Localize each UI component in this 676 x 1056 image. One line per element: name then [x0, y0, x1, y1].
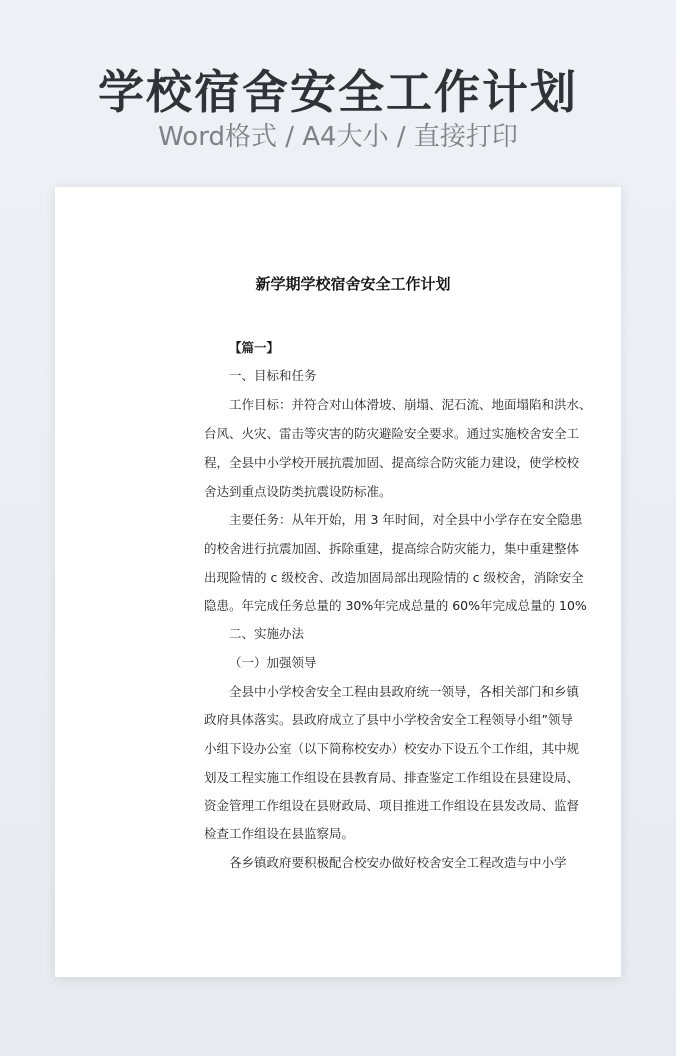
paragraph-line: 政府具体落实。县政府成立了县中小学校舍安全工程领导小组”领导: [204, 712, 573, 727]
banner-subtitle: Word格式 / A4大小 / 直接打印: [158, 122, 518, 152]
heading-methods: 二、实施办法: [229, 626, 305, 641]
banner-title: 学校宿舍安全工作计划: [98, 65, 578, 119]
paragraph-line: 出现险情的 c 级校舍、改造加固局部出现险情的 c 级校舍，消除安全: [204, 570, 584, 585]
paragraph-line: 的校舍进行抗震加固、拆除重建，提高综合防灾能力，集中重建整体: [204, 541, 580, 556]
subheading-leadership: （一）加强领导: [229, 655, 317, 670]
paragraph-line: 台风、火灾、雷击等灾害的防灾避险安全要求。通过实施校舍安全工: [204, 426, 580, 441]
paragraph-line: 舍达到重点设防类抗震设防标准。: [204, 484, 392, 499]
paragraph-line: 小组下设办公室（以下简称校安办）校安办下设五个工作组，其中规: [204, 741, 580, 756]
document-page: [55, 187, 621, 977]
paragraph-line: 主要任务：从年开始，用 3 年时间，对全县中小学存在安全隐患: [229, 512, 583, 527]
paragraph-line: 工作目标：并符合对山体滑坡、崩塌、泥石流、地面塌陷和洪水、: [229, 397, 592, 412]
paragraph-line: 程，全县中小学校开展抗震加固、提高综合防灾能力建设，使学校校: [204, 455, 580, 470]
section-label: 【篇一】: [229, 340, 280, 355]
paragraph-line: 划及工程实施工作组设在县教育局、排查鉴定工作组设在县建设局、: [204, 770, 580, 785]
heading-goals: 一、目标和任务: [229, 368, 317, 383]
paragraph-line: 各乡镇政府要积极配合校安办做好校舍安全工程改造与中小学: [229, 855, 567, 870]
paragraph-line: 全县中小学校舍安全工程由县政府统一领导，各相关部门和乡镇: [229, 684, 580, 699]
paragraph-line: 资金管理工作组设在县财政局、项目推进工作组设在县发改局、监督: [204, 798, 580, 813]
paragraph-line: 隐患。年完成任务总量的 30%年完成总量的 60%年完成总量的 10%: [204, 598, 587, 613]
paragraph-line: 检查工作组设在县监察局。: [204, 826, 355, 841]
document-title: 新学期学校宿舍安全工作计划: [255, 275, 451, 293]
